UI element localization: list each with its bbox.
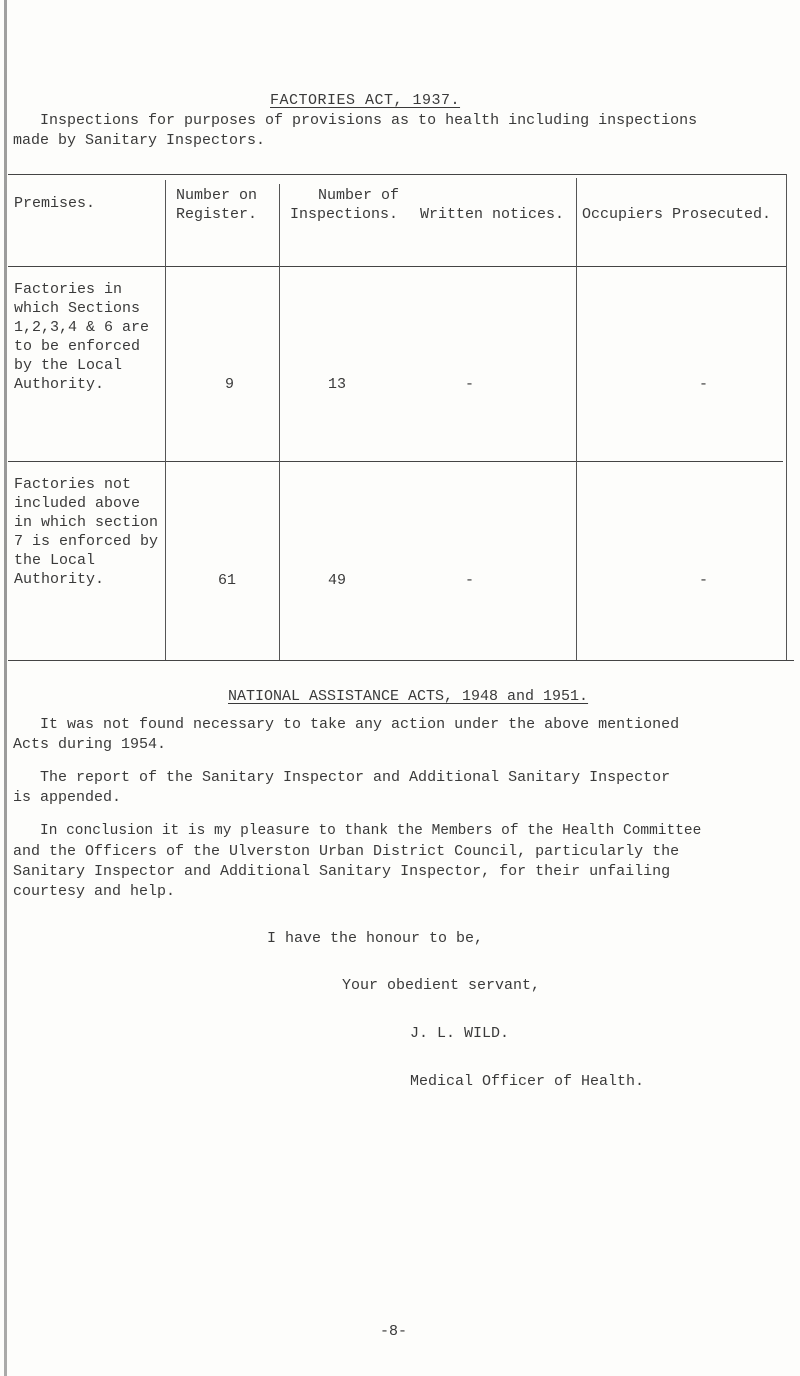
header-prosecuted: Occupiers Prosecuted.: [582, 206, 772, 223]
row2-prosecuted: -: [699, 572, 709, 589]
row1-premises-1: Factories in: [14, 281, 123, 298]
table-rule-top: [8, 174, 786, 175]
para1-line-1: It was not found necessary to take any action under the above mentioned: [40, 716, 680, 733]
row1-premises-2: which Sections: [14, 300, 141, 317]
header-inspections-2: Inspections.: [290, 206, 399, 223]
page-heading: FACTORIES ACT, 1937.: [270, 92, 461, 109]
para3-line-2: and the Officers of the Ulverston Urban District Council, particularly the: [13, 843, 680, 860]
para1-line-2: Acts during 1954.: [13, 736, 167, 753]
table-col-rule-1: [165, 180, 166, 660]
para3-line-3: Sanitary Inspector and Additional Sanitary Inspector, for their unfailing: [13, 863, 671, 880]
row2-premises-4: 7 is enforced by: [14, 533, 159, 550]
inspections-table: [8, 174, 794, 662]
row2-premises-6: Authority.: [14, 571, 105, 588]
row1-inspections: 13: [328, 376, 347, 393]
row2-premises-5: the Local: [14, 552, 96, 569]
para2-line-1: The report of the Sanitary Inspector and Additional Sanitary Inspector: [40, 769, 671, 786]
para3-line-1: In conclusion it is my pleasure to thank the Members of the Health Committee: [40, 823, 702, 839]
row1-premises-6: Authority.: [14, 376, 105, 393]
row1-register: 9: [225, 376, 235, 393]
header-register-1: Number on: [176, 187, 258, 204]
closing-line: I have the honour to be,: [267, 930, 484, 947]
table-rule-row: [8, 461, 783, 462]
page-edge-shadow: [4, 0, 7, 1376]
row2-inspections: 49: [328, 572, 347, 589]
table-col-rule-3: [576, 178, 577, 660]
header-written: Written notices.: [420, 206, 565, 223]
page-number: -8-: [380, 1323, 408, 1340]
signatory-name: J. L. WILD.: [410, 1025, 510, 1042]
para2-line-2: is appended.: [13, 789, 122, 806]
row2-written: -: [465, 572, 475, 589]
table-rule-bottom: [8, 660, 794, 661]
row1-written: -: [465, 376, 475, 393]
closing-servant: Your obedient servant,: [342, 977, 541, 994]
row1-prosecuted: -: [699, 376, 709, 393]
table-col-rule-4: [786, 174, 787, 660]
row2-premises-2: included above: [14, 495, 141, 512]
row1-premises-5: by the Local: [14, 357, 123, 374]
intro-line-1: Inspections for purposes of provisions as to health including inspections: [40, 112, 698, 129]
row2-register: 61: [218, 572, 237, 589]
table-rule-header: [8, 266, 786, 267]
table-col-rule-2: [279, 184, 280, 660]
header-premises: Premises.: [14, 195, 96, 212]
signatory-title: Medical Officer of Health.: [410, 1073, 645, 1090]
row1-premises-4: to be enforced: [14, 338, 141, 355]
intro-line-2: made by Sanitary Inspectors.: [13, 132, 266, 149]
row1-premises-3: 1,2,3,4 & 6 are: [14, 319, 150, 336]
para3-line-4: courtesy and help.: [13, 883, 176, 900]
section-heading: NATIONAL ASSISTANCE ACTS, 1948 and 1951.: [228, 688, 589, 705]
row2-premises-3: in which section: [14, 514, 159, 531]
header-register-2: Register.: [176, 206, 258, 223]
header-inspections-1: Number of: [318, 187, 400, 204]
row2-premises-1: Factories not: [14, 476, 132, 493]
